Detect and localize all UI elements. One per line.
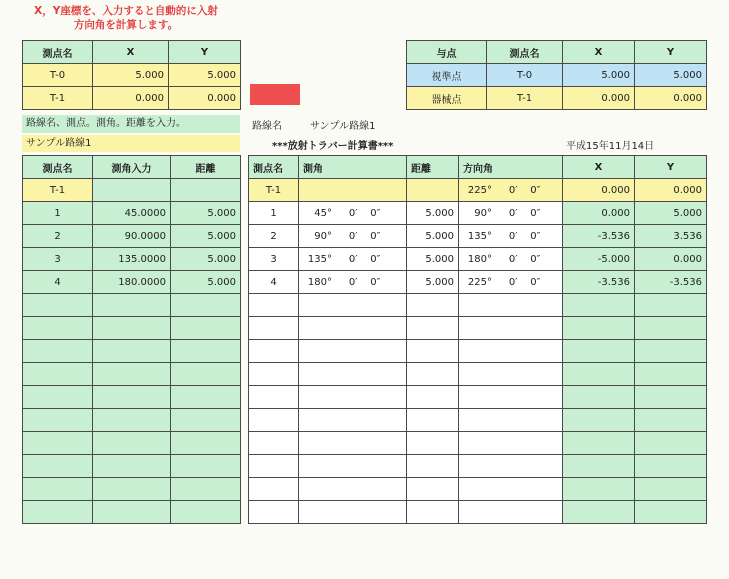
input-dist-cell[interactable]: 5.000 [171,248,241,271]
empty-cell [299,432,407,455]
input-table [22,155,241,524]
dir-sec: 0 [530,276,537,288]
empty-cell [249,386,299,409]
empty-cell [459,386,563,409]
empty-cell [299,501,407,524]
input-start-name[interactable]: T-1 [23,179,93,202]
empty-cell[interactable] [93,501,171,524]
dir-sec: 0 [530,207,537,219]
coordinate-table [22,40,241,110]
empty-cell [459,294,563,317]
empty-cell [249,478,299,501]
coord-x-cell[interactable]: 0.000 [93,87,169,110]
empty-cell [563,455,635,478]
calc-empty-row [249,455,707,478]
input-empty-row [23,294,241,317]
input-empty-row [23,501,241,524]
calc-dist-cell: 5.000 [407,248,459,271]
min-symbol: ′ [515,184,518,196]
input-header-name: 測点名 [23,156,93,179]
calc-header-name: 測点名 [249,156,299,179]
empty-cell[interactable] [23,363,93,386]
input-empty-row [23,409,241,432]
input-dist-cell[interactable]: 5.000 [171,225,241,248]
empty-cell[interactable] [93,386,171,409]
empty-cell[interactable] [171,386,241,409]
dir-min: 0 [508,184,516,196]
ang-sec: 0 [370,276,377,288]
coord-x-cell[interactable]: 5.000 [93,64,169,87]
ref-label-cell: 視準点 [407,64,487,87]
empty-cell[interactable] [93,455,171,478]
calc-dist-cell: 5.000 [407,202,459,225]
input-empty-row [23,455,241,478]
calc-dist-cell: 5.000 [407,225,459,248]
empty-cell[interactable] [171,317,241,340]
empty-cell[interactable] [93,317,171,340]
calc-x-cell: 0.000 [563,202,635,225]
route-name-input[interactable]: サンプル路線1 [22,135,240,152]
input-empty-row [23,363,241,386]
empty-cell [635,363,707,386]
calc-start-x: 0.000 [563,179,635,202]
empty-cell [635,294,707,317]
auto-calc-note [6,4,246,32]
coord-name-cell[interactable]: T-1 [23,87,93,110]
deg-symbol: ° [327,253,332,265]
input-empty-row [23,317,241,340]
ang-deg: 135 [307,253,327,265]
sec-symbol: ″ [536,253,541,265]
calc-empty-row [249,294,707,317]
calc-dir-cell [459,248,563,271]
ang-min: 0 [348,276,356,288]
min-symbol: ′ [355,207,358,219]
route-name: サンプル路線1 [310,121,376,132]
report-date: 平成15年11月14日 [566,141,655,152]
empty-cell [249,294,299,317]
empty-cell[interactable] [171,455,241,478]
empty-cell [563,317,635,340]
ang-deg: 45 [314,207,327,219]
empty-cell[interactable] [171,409,241,432]
empty-cell [407,409,459,432]
empty-cell [299,363,407,386]
empty-cell [299,340,407,363]
empty-cell[interactable] [23,478,93,501]
input-name-cell[interactable]: 4 [23,271,93,294]
min-symbol: ′ [515,276,518,288]
sec-symbol: ″ [536,230,541,242]
calc-start-angle [299,179,407,202]
empty-cell [459,363,563,386]
calc-angle-cell [299,225,407,248]
calc-name-cell: 3 [249,248,299,271]
min-symbol: ′ [355,276,358,288]
empty-cell [459,432,563,455]
input-start-dist [171,179,241,202]
empty-cell[interactable] [23,386,93,409]
ang-deg: 180 [307,276,327,288]
input-empty-row [23,478,241,501]
calc-header-dir: 方向角 [459,156,563,179]
deg-symbol: ° [327,230,332,242]
empty-cell [635,340,707,363]
calc-header-dist: 距離 [407,156,459,179]
calc-dir-cell [459,271,563,294]
calc-name-cell: 4 [249,271,299,294]
input-dist-cell[interactable]: 5.000 [171,202,241,225]
empty-cell [407,294,459,317]
empty-cell [635,409,707,432]
empty-cell[interactable] [171,340,241,363]
deg-symbol: ° [487,253,492,265]
empty-cell[interactable] [93,478,171,501]
calc-row [249,225,707,248]
calc-table [248,155,707,524]
calc-empty-row [249,432,707,455]
empty-cell [407,386,459,409]
calc-x-cell: -3.536 [563,271,635,294]
coord-header-y: Y [169,41,241,64]
empty-cell [407,501,459,524]
ref-y-cell: 5.000 [635,64,707,87]
ref-header-y: Y [635,41,707,64]
empty-cell [635,501,707,524]
dir-min: 0 [508,253,516,265]
empty-cell[interactable] [93,294,171,317]
ang-sec: 0 [370,230,377,242]
empty-cell[interactable] [171,478,241,501]
ref-y-cell: 0.000 [635,87,707,110]
empty-cell [299,294,407,317]
empty-cell [249,455,299,478]
empty-cell [563,386,635,409]
dir-deg: 225 [467,276,487,288]
calc-dist-cell: 5.000 [407,271,459,294]
ref-name-cell: T-1 [487,87,563,110]
empty-cell [563,501,635,524]
empty-cell[interactable] [93,409,171,432]
red-marker [250,84,300,105]
empty-cell [299,478,407,501]
ref-label-cell: 器械点 [407,87,487,110]
dir-sec: 0 [530,184,537,196]
sec-symbol: ″ [376,276,381,288]
min-symbol: ′ [515,207,518,219]
empty-cell[interactable] [171,363,241,386]
sec-symbol: ″ [376,230,381,242]
empty-cell[interactable] [93,432,171,455]
deg-symbol: ° [487,207,492,219]
deg-symbol: ° [487,230,492,242]
calc-start-name: T-1 [249,179,299,202]
sec-symbol: ″ [376,207,381,219]
ref-header-x: X [563,41,635,64]
dir-sec: 0 [530,253,537,265]
empty-cell [563,409,635,432]
empty-cell [407,478,459,501]
empty-cell [635,432,707,455]
input-empty-row [23,340,241,363]
ref-x-cell: 0.000 [563,87,635,110]
empty-cell[interactable] [23,501,93,524]
dir-sec: 0 [530,230,537,242]
coord-y-cell[interactable]: 5.000 [169,64,241,87]
input-header-dist: 距離 [171,156,241,179]
empty-cell [563,294,635,317]
empty-cell [249,317,299,340]
route-label: 路線名 [252,121,282,132]
input-header-angle: 測角入力 [93,156,171,179]
empty-cell [407,317,459,340]
reference-table [406,40,707,110]
empty-cell [635,317,707,340]
note-line-1: X，Y座標を、入力すると自動的に入射 [34,5,218,17]
dir-min: 0 [508,276,516,288]
ref-header-label: 与点 [407,41,487,64]
calc-empty-row [249,409,707,432]
empty-cell [459,317,563,340]
input-angle-cell[interactable]: 180.0000 [93,271,171,294]
sec-symbol: ″ [376,253,381,265]
empty-cell [249,340,299,363]
empty-cell [635,455,707,478]
empty-cell [563,363,635,386]
dir-min: 0 [508,207,516,219]
calc-empty-row [249,317,707,340]
calc-start-y: 0.000 [635,179,707,202]
coord-header-x: X [93,41,169,64]
input-angle-cell[interactable]: 135.0000 [93,248,171,271]
input-start-angle [93,179,171,202]
deg-symbol: ° [487,276,492,288]
ang-sec: 0 [370,253,377,265]
coord-header-name: 測点名 [23,41,93,64]
empty-cell [299,455,407,478]
empty-cell [249,432,299,455]
sec-symbol: ″ [536,184,541,196]
empty-cell[interactable] [23,317,93,340]
empty-cell [299,409,407,432]
calc-y-cell: 5.000 [635,202,707,225]
input-dist-cell[interactable]: 5.000 [171,271,241,294]
calc-x-cell: -3.536 [563,225,635,248]
calc-angle-cell [299,202,407,225]
dir-min: 0 [508,230,516,242]
calc-header-y: Y [635,156,707,179]
input-name-cell[interactable]: 3 [23,248,93,271]
empty-cell[interactable] [23,432,93,455]
calc-empty-row [249,501,707,524]
calc-empty-row [249,386,707,409]
ang-deg: 90 [314,230,327,242]
empty-cell[interactable] [93,363,171,386]
calc-dir-cell [459,225,563,248]
calc-angle-cell [299,248,407,271]
calc-start-dir [459,179,563,202]
ang-min: 0 [348,253,356,265]
calc-y-cell: -3.536 [635,271,707,294]
empty-cell [459,340,563,363]
calc-header-angle: 測角 [299,156,407,179]
input-name-cell[interactable]: 2 [23,225,93,248]
deg-symbol: ° [327,207,332,219]
calc-angle-cell [299,271,407,294]
dir-deg: 135 [467,230,487,242]
deg-symbol: ° [327,276,332,288]
empty-cell [459,501,563,524]
ang-min: 0 [348,207,356,219]
empty-cell[interactable] [23,455,93,478]
empty-cell[interactable] [23,409,93,432]
instruction-text: 路線名、測点。測角。距離を入力。 [22,115,240,133]
calc-empty-row [249,340,707,363]
empty-cell[interactable] [171,432,241,455]
empty-cell [299,317,407,340]
calc-start-dist [407,179,459,202]
calc-x-cell: -5.000 [563,248,635,271]
ref-x-cell: 5.000 [563,64,635,87]
input-empty-row [23,432,241,455]
input-name-cell[interactable]: 1 [23,202,93,225]
empty-cell[interactable] [171,501,241,524]
empty-cell[interactable] [23,340,93,363]
empty-cell [635,478,707,501]
calc-y-cell: 0.000 [635,248,707,271]
calc-y-cell: 3.536 [635,225,707,248]
empty-cell [459,455,563,478]
dir-deg: 180 [467,253,487,265]
min-symbol: ′ [355,230,358,242]
calc-empty-row [249,478,707,501]
dir-deg: 90 [474,207,487,219]
input-empty-row [23,386,241,409]
calc-dir-cell [459,202,563,225]
empty-cell [459,478,563,501]
empty-cell [635,386,707,409]
ref-header-name: 測点名 [487,41,563,64]
note-line-2: 方向角を計算します。 [73,19,179,31]
empty-cell [249,409,299,432]
empty-cell [407,455,459,478]
empty-cell [563,432,635,455]
empty-cell [299,386,407,409]
sec-symbol: ″ [536,207,541,219]
empty-cell [407,340,459,363]
calc-row [249,248,707,271]
coord-name-cell[interactable]: T-0 [23,64,93,87]
empty-cell [407,432,459,455]
calc-row [249,202,707,225]
ang-min: 0 [348,230,356,242]
input-angle-cell[interactable]: 45.0000 [93,202,171,225]
empty-cell [407,363,459,386]
ref-name-cell: T-0 [487,64,563,87]
empty-cell [563,478,635,501]
empty-cell [459,409,563,432]
calc-name-cell: 1 [249,202,299,225]
calc-empty-row [249,363,707,386]
dir-deg: 225 [467,184,487,196]
calc-row [249,271,707,294]
empty-cell[interactable] [171,294,241,317]
empty-cell [249,363,299,386]
coord-y-cell[interactable]: 0.000 [169,87,241,110]
input-angle-cell[interactable]: 90.0000 [93,225,171,248]
empty-cell[interactable] [93,340,171,363]
calc-header-x: X [563,156,635,179]
report-title: ***放射トラバー計算書*** [272,141,394,152]
empty-cell [249,501,299,524]
sec-symbol: ″ [536,276,541,288]
min-symbol: ′ [355,253,358,265]
deg-symbol: ° [487,184,492,196]
ang-sec: 0 [370,207,377,219]
min-symbol: ′ [515,253,518,265]
calc-name-cell: 2 [249,225,299,248]
empty-cell [563,340,635,363]
empty-cell[interactable] [23,294,93,317]
min-symbol: ′ [515,230,518,242]
